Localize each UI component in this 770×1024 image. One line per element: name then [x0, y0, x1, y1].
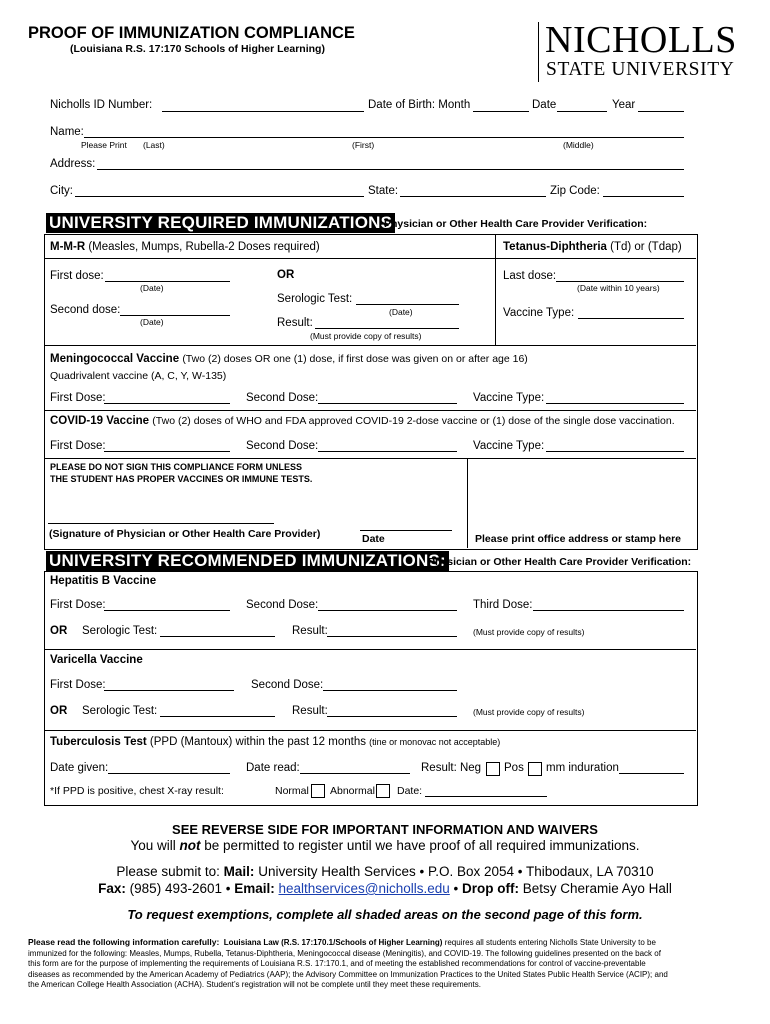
state-field[interactable] [400, 196, 546, 197]
td-vaccine-type-field[interactable] [578, 318, 684, 319]
mmr-must-provide: (Must provide copy of results) [310, 331, 422, 341]
physician-signature-label: (Signature of Physician or Other Health Care Provider) [49, 528, 321, 540]
state-label: State: [368, 185, 399, 197]
tb-ppd-positive-label: *If PPD is positive, chest X-ray result: [50, 785, 224, 797]
sign-warning-1: PLEASE DO NOT SIGN THIS COMPLIANCE FORM UNLESS [50, 462, 303, 472]
mening-second-dose-field[interactable] [318, 403, 457, 404]
hepb-third-dose-field[interactable] [533, 610, 684, 611]
physician-date-label: Date [362, 533, 385, 545]
hepb-result-field[interactable] [327, 636, 457, 637]
mening-first-dose-field[interactable] [104, 403, 230, 404]
covid-vaccine-type-label: Vaccine Type: [473, 440, 545, 452]
dob-year-label: Year [612, 99, 636, 111]
xray-abnormal-label: Abnormal [330, 785, 375, 797]
hepb-must-provide: (Must provide copy of results) [473, 627, 585, 637]
covid-first-dose-label: First Dose: [50, 440, 106, 452]
varicella-first-dose-label: First Dose: [50, 679, 106, 691]
mening-second-dose-label: Second Dose: [246, 392, 319, 404]
hepb-second-dose-label: Second Dose: [246, 599, 319, 611]
hepb-bottom-divider [44, 649, 696, 650]
tb-date-given-field[interactable] [108, 773, 230, 774]
tb-date-read-label: Date read: [246, 762, 300, 774]
email-link[interactable]: healthservices@nicholls.edu [278, 881, 450, 896]
id-label: Nicholls ID Number: [50, 99, 153, 111]
mening-bottom-divider [44, 410, 696, 411]
mmr-serologic-date-hint: (Date) [389, 307, 413, 317]
stamp-divider [467, 458, 468, 548]
zip-label: Zip Code: [550, 185, 600, 197]
address-label: Address: [50, 158, 96, 170]
hepb-title: Hepatitis B Vaccine [50, 575, 157, 587]
id-field[interactable] [162, 111, 364, 112]
covid-first-dose-field[interactable] [104, 451, 230, 452]
not-permitted-notice: You will not be permitted to register until we have proof of all required immunizations. [130, 838, 640, 853]
hepb-first-dose-label: First Dose: [50, 599, 106, 611]
hepb-serologic-field[interactable] [160, 636, 275, 637]
please-print-hint: Please Print [81, 140, 127, 150]
covid-vaccine-type-field[interactable] [546, 451, 684, 452]
mening-header: Meningococcal Vaccine (Two (2) doses OR one (1) dose, if first dose was given on or after age 16) [50, 353, 528, 365]
varicella-or: OR [50, 705, 68, 717]
dob-label: Date of Birth: Month [368, 99, 471, 111]
mmr-result-field[interactable] [315, 328, 459, 329]
hepb-result-label: Result: [292, 625, 328, 637]
physician-date-field[interactable] [360, 530, 452, 531]
zip-field[interactable] [603, 196, 684, 197]
dob-month-field[interactable] [473, 111, 529, 112]
physician-signature-field[interactable] [48, 523, 274, 524]
see-reverse-notice: SEE REVERSE SIDE FOR IMPORTANT INFORMATION AND WAIVERS [172, 822, 598, 837]
tb-pos-checkbox[interactable] [528, 762, 542, 776]
varicella-result-label: Result: [292, 705, 328, 717]
covid-second-dose-label: Second Dose: [246, 440, 319, 452]
required-header-divider [44, 258, 696, 259]
td-within-hint: (Date within 10 years) [577, 283, 660, 293]
dob-date-label: Date [532, 99, 557, 111]
dob-date-field[interactable] [557, 111, 607, 112]
mmr-first-dose-label: First dose: [50, 270, 104, 282]
td-last-dose-label: Last dose: [503, 270, 557, 282]
tdap-divider [495, 234, 496, 345]
hepb-serologic-label: Serologic Test: [82, 625, 158, 637]
varicella-serologic-field[interactable] [160, 716, 275, 717]
tb-mm-field[interactable] [619, 773, 684, 774]
mmr-bottom-divider [44, 345, 696, 346]
tdap-header: Tetanus-Diphtheria (Td) or (Tdap) [503, 241, 682, 253]
varicella-title: Varicella Vaccine [50, 654, 143, 666]
varicella-serologic-label: Serologic Test: [82, 705, 158, 717]
fine-print: Please read the following information carefully: Louisiana Law (R.S. 17:170.1/Schools of Higher Learning) requires all students entering Nicholls State University to be immunized for the following: Measles, Mumps, Rubella, Tetanus-Diphtheria, Meningococcal disease (Meningitis), and COVID-19. The following guidelines presented on the back of this form are for the purpose of implementing the requirements of Louisiana R.S. 17:170.1, and of meeting the established recommendations for control of vaccine-preventable diseases as recommended by the American Academy of Pediatrics (AAP); the Advisory Committee on Immunization Practices to the United States Public Health Service (ACIP); and the American College Health Association (ACHA). Student’s registration will not be complete until they meet these requirements. [28, 937, 668, 989]
tb-header: Tuberculosis Test (PPD (Mantoux) within the past 12 months (tine or monovac not acceptable) [50, 736, 501, 748]
last-name-hint: (Last) [143, 140, 165, 150]
city-field[interactable] [75, 196, 364, 197]
mmr-header: M-M-R (Measles, Mumps, Rubella-2 Doses required) [50, 241, 320, 253]
varicella-second-dose-field[interactable] [323, 690, 457, 691]
stamp-label: Please print office address or stamp here [475, 533, 681, 545]
td-last-dose-field[interactable] [556, 281, 684, 282]
tb-pos-label: Pos [504, 762, 524, 774]
name-label: Name: [50, 126, 84, 138]
mmr-first-dose-field[interactable] [105, 281, 230, 282]
recommended-verification-label: Physician or Other Health Care Provider Verification: [428, 556, 692, 568]
hepb-first-dose-field[interactable] [104, 610, 230, 611]
varicella-result-field[interactable] [327, 716, 457, 717]
mmr-second-dose-label: Second dose: [50, 304, 121, 316]
varicella-second-dose-label: Second Dose: [251, 679, 324, 691]
varicella-first-dose-field[interactable] [104, 690, 234, 691]
hepb-third-dose-label: Third Dose: [473, 599, 533, 611]
xray-normal-label: Normal [275, 785, 309, 797]
required-heading: UNIVERSITY REQUIRED IMMUNIZATIONS [46, 213, 395, 233]
covid-second-dose-field[interactable] [318, 451, 457, 452]
covid-header: COVID-19 Vaccine (Two (2) doses of WHO and FDA approved COVID-19 2-dose vaccine or (1) dose of the single dose vaccination. [50, 415, 675, 427]
form-title: PROOF OF IMMUNIZATION COMPLIANCE [28, 24, 355, 42]
xray-date-field[interactable] [425, 796, 547, 797]
submit-mail-line: Please submit to: Mail: University Health Services • P.O. Box 2054 • Thibodaux, LA 70310 [116, 864, 654, 879]
mening-first-dose-label: First Dose: [50, 392, 106, 404]
tb-result-neg-label: Result: Neg [421, 762, 482, 774]
city-label: City: [50, 185, 73, 197]
logo-divider [538, 22, 539, 82]
mening-vaccine-type-label: Vaccine Type: [473, 392, 545, 404]
hepb-second-dose-field[interactable] [318, 610, 457, 611]
name-field[interactable] [84, 137, 684, 138]
mmr-result-label: Result: [277, 317, 313, 329]
xray-abnormal-checkbox[interactable] [376, 784, 390, 798]
mmr-serologic-label: Serologic Test: [277, 293, 353, 305]
address-field[interactable] [97, 169, 684, 170]
logo-state-university: STATE UNIVERSITY [546, 59, 735, 80]
recommended-heading: UNIVERSITY RECOMMENDED IMMUNIZATIONS: [46, 551, 449, 571]
mmr-serologic-field[interactable] [356, 304, 459, 305]
middle-name-hint: (Middle) [563, 140, 594, 150]
first-name-hint: (First) [352, 140, 375, 150]
varicella-bottom-divider [44, 730, 696, 731]
xray-normal-checkbox[interactable] [311, 784, 325, 798]
mmr-second-date-hint: (Date) [140, 317, 164, 327]
submit-contact-line: Fax: (985) 493-2601 • Email: healthservices@nicholls.edu • Drop off: Betsy Cheramie Ayo Hall [98, 881, 672, 896]
tb-date-read-field[interactable] [300, 773, 410, 774]
mmr-or: OR [277, 269, 295, 281]
tb-date-given-label: Date given: [50, 762, 109, 774]
varicella-must-provide: (Must provide copy of results) [473, 707, 585, 717]
hepb-or: OR [50, 625, 68, 637]
tb-neg-checkbox[interactable] [486, 762, 500, 776]
sign-warning-2: THE STUDENT HAS PROPER VACCINES OR IMMUNE TESTS. [50, 474, 313, 484]
mening-quad: Quadrivalent vaccine (A, C, Y, W-135) [50, 370, 227, 382]
td-vaccine-type-label: Vaccine Type: [503, 307, 575, 319]
mening-vaccine-type-field[interactable] [546, 403, 684, 404]
xray-date-label: Date: [397, 785, 423, 797]
logo-nicholls: NICHOLLS [545, 19, 737, 61]
covid-bottom-divider [44, 458, 696, 459]
required-verification-label: Physician or Other Health Care Provider Verification: [384, 218, 648, 230]
dob-year-field[interactable] [638, 111, 684, 112]
tb-mm-induration-label: mm induration [546, 762, 619, 774]
mmr-first-date-hint: (Date) [140, 283, 164, 293]
mmr-second-dose-field[interactable] [120, 315, 230, 316]
form-subtitle: (Louisiana R.S. 17:170 Schools of Higher Learning) [70, 43, 325, 55]
exemptions-notice: To request exemptions, complete all shaded areas on the second page of this form. [127, 907, 643, 922]
